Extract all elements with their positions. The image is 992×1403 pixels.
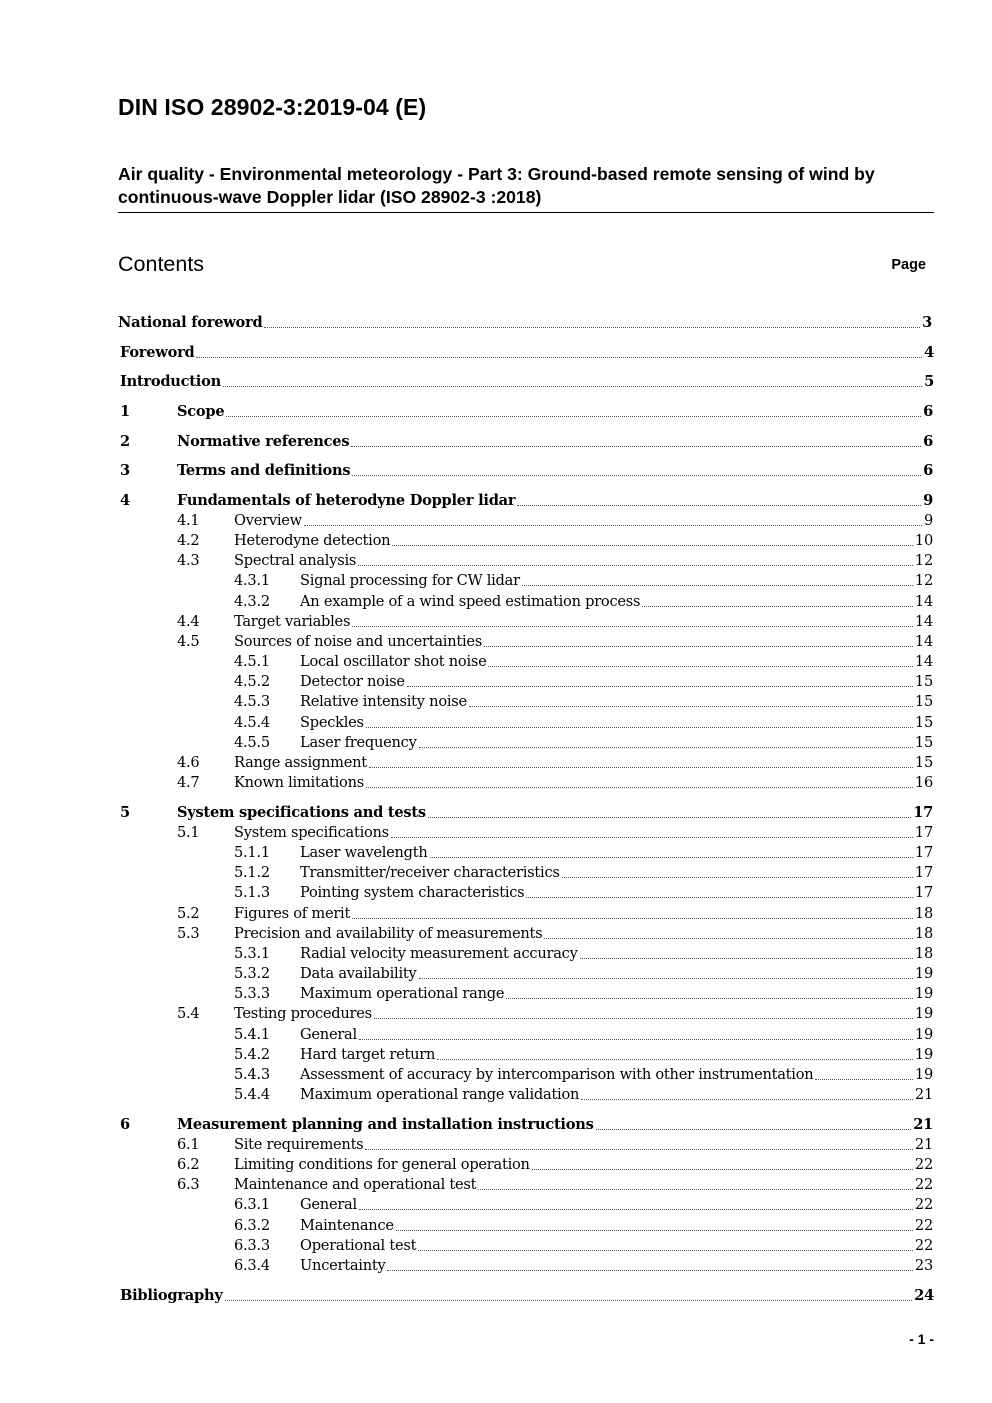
- toc-entry-page: 23: [914, 1257, 933, 1274]
- toc-entry-page: 15: [914, 714, 933, 731]
- toc-entry-page: 3: [922, 314, 932, 331]
- toc-entry-title: Measurement planning and installation instructions: [177, 1116, 594, 1133]
- toc-entry-row: [234, 1135, 933, 1155]
- toc-entry-row: [177, 491, 933, 511]
- toc-entry-number: 5.4: [177, 1005, 200, 1022]
- toc-entry-page: 19: [914, 985, 933, 1002]
- toc-entry-page: 18: [914, 945, 933, 962]
- toc-leader-dots: [407, 685, 913, 687]
- toc-leader-dots: [419, 746, 913, 748]
- toc-leader-dots: [396, 1229, 913, 1231]
- toc-entry-row: [234, 1004, 933, 1024]
- toc-entry-number: 3: [120, 462, 130, 479]
- toc-entry-page: 14: [914, 653, 933, 670]
- page-column-label: Page: [891, 257, 926, 273]
- toc-entry-page: 22: [914, 1237, 933, 1254]
- toc-entry[interactable]: [0, 592, 992, 612]
- toc-entry-number: 5: [120, 804, 130, 821]
- toc-entry-row: [300, 863, 933, 883]
- toc-entry-title: System specifications and tests: [177, 804, 426, 821]
- toc-entry-title: Known limitations: [234, 774, 364, 791]
- toc-entry-title: Operational test: [300, 1237, 417, 1254]
- toc-entry-title: Uncertainty: [300, 1257, 386, 1274]
- toc-entry-number: 5.3.2: [234, 965, 270, 982]
- toc-leader-dots: [484, 645, 913, 647]
- toc-leader-dots: [437, 1058, 913, 1060]
- toc-entry-number: 4.5.3: [234, 693, 270, 710]
- toc-entry[interactable]: [0, 883, 992, 903]
- toc-entry-title: Maximum operational range validation: [300, 1086, 580, 1103]
- toc-entry-row: [234, 551, 933, 571]
- toc-entry-number: 4.5.5: [234, 734, 270, 751]
- toc-entry[interactable]: [0, 511, 992, 531]
- toc-leader-dots: [430, 856, 913, 858]
- toc-entry-title: Range assignment: [234, 754, 367, 771]
- toc-entry-number: 5.4.4: [234, 1086, 270, 1103]
- toc-leader-dots: [223, 385, 922, 387]
- toc-entry-row: [300, 672, 933, 692]
- toc-entry[interactable]: [0, 1115, 992, 1135]
- toc-leader-dots: [352, 474, 921, 476]
- toc-entry[interactable]: [0, 753, 992, 773]
- toc-entry-number: 4.1: [177, 512, 200, 529]
- toc-entry-title: Laser frequency: [300, 734, 417, 751]
- toc-entry[interactable]: [0, 843, 992, 863]
- toc-entry-title: General: [300, 1026, 357, 1043]
- toc-entry-page: 12: [914, 572, 933, 589]
- toc-entry-row: [300, 1045, 933, 1065]
- toc-entry-number: 4.6: [177, 754, 200, 771]
- toc-entry[interactable]: [0, 1065, 992, 1085]
- toc-entry-row: [300, 964, 933, 984]
- toc-entry[interactable]: [0, 1216, 992, 1236]
- toc-entry-page: 9: [923, 512, 933, 529]
- toc-entry-page: 17: [914, 844, 933, 861]
- toc-entry-number: 4.2: [177, 532, 200, 549]
- toc-leader-dots: [815, 1078, 913, 1080]
- toc-leader-dots: [359, 1208, 913, 1210]
- toc-entry-row: [177, 402, 933, 422]
- toc-entry-page: 10: [914, 532, 933, 549]
- toc-entry[interactable]: [0, 692, 992, 712]
- toc-entry-title: Relative intensity noise: [300, 693, 467, 710]
- toc-entry-row: [234, 773, 933, 793]
- toc-leader-dots: [369, 766, 913, 768]
- toc-entry-title: Precision and availability of measurements: [234, 925, 543, 942]
- toc-leader-dots: [226, 415, 921, 417]
- toc-entry-row: [234, 1175, 933, 1195]
- toc-leader-dots: [581, 1098, 913, 1100]
- toc-leader-dots: [358, 564, 913, 566]
- toc-entry-page: 17: [914, 884, 933, 901]
- toc-entry-page: 14: [914, 613, 933, 630]
- toc-leader-dots: [478, 1188, 913, 1190]
- toc-entry-number: 5.1: [177, 824, 200, 841]
- toc-entry-number: 6.3: [177, 1176, 200, 1193]
- toc-entry[interactable]: [0, 531, 992, 551]
- toc-entry-page: 19: [914, 965, 933, 982]
- toc-entry-title: Target variables: [234, 613, 351, 630]
- toc-entry[interactable]: [0, 432, 992, 452]
- toc-entry-number: 5.1.3: [234, 884, 270, 901]
- toc-entry-page: 6: [923, 403, 933, 420]
- toc-entry-number: 6.3.3: [234, 1237, 270, 1254]
- toc-entry-page: 19: [914, 1046, 933, 1063]
- toc-entry-row: [300, 1256, 933, 1276]
- toc-leader-dots: [225, 1299, 913, 1301]
- toc-entry-page: 6: [923, 433, 933, 450]
- toc-leader-dots: [264, 326, 920, 328]
- toc-entry-row: [300, 1195, 933, 1215]
- toc-entry-title: Fundamentals of heterodyne Doppler lidar: [177, 492, 516, 509]
- toc-entry[interactable]: [0, 1155, 992, 1175]
- toc-entry-number: 4.7: [177, 774, 200, 791]
- toc-entry-title: An example of a wind speed estimation process: [300, 593, 641, 610]
- toc-entry-page: 14: [914, 633, 933, 650]
- toc-entry[interactable]: [0, 672, 992, 692]
- toc-entry[interactable]: [0, 402, 992, 422]
- toc-leader-dots: [387, 1269, 912, 1271]
- toc-entry-page: 19: [914, 1005, 933, 1022]
- toc-entry-page: 19: [914, 1066, 933, 1083]
- toc-entry[interactable]: [0, 863, 992, 883]
- toc-entry-page: 18: [914, 905, 933, 922]
- toc-entry-row: [300, 1025, 933, 1045]
- toc-entry-number: 4.3: [177, 552, 200, 569]
- toc-entry-number: 4.5.4: [234, 714, 270, 731]
- toc-entry[interactable]: [0, 313, 991, 333]
- toc-entry-row: [300, 571, 933, 591]
- toc-leader-dots: [359, 1038, 913, 1040]
- toc-entry-row: [234, 612, 933, 632]
- toc-entry-number: 5.4.3: [234, 1066, 270, 1083]
- toc-entry-title: Scope: [177, 403, 225, 420]
- toc-entry-row: [177, 803, 933, 823]
- toc-leader-dots: [374, 1017, 913, 1019]
- toc-entry-row: [234, 753, 933, 773]
- toc-entry-row: [234, 1155, 933, 1175]
- toc-entry-page: 6: [923, 462, 933, 479]
- contents-heading: Contents: [118, 252, 205, 276]
- toc-entry-row: [234, 531, 933, 551]
- toc-leader-dots: [469, 705, 913, 707]
- toc-entry-row: [300, 1216, 933, 1236]
- toc-entry[interactable]: [0, 1236, 992, 1256]
- toc-entry-number: 4.5.1: [234, 653, 270, 670]
- toc-entry-page: 22: [914, 1176, 933, 1193]
- toc-entry[interactable]: [0, 491, 992, 511]
- toc-entry-title: Data availability: [300, 965, 417, 982]
- toc-entry-title: Assessment of accuracy by intercomparison with other instrumentation: [300, 1066, 814, 1083]
- toc-entry-page: 18: [914, 925, 933, 942]
- toc-entry-row: [300, 592, 933, 612]
- toc-entry-row: [300, 652, 933, 672]
- toc-entry-number: 4.5.2: [234, 673, 270, 690]
- toc-entry-title: Transmitter/receiver characteristics: [300, 864, 560, 881]
- toc-entry-number: 6.1: [177, 1136, 200, 1153]
- toc-leader-dots: [352, 917, 913, 919]
- toc-entry[interactable]: [1, 343, 992, 363]
- toc-entry-number: 5.1.1: [234, 844, 270, 861]
- toc-entry[interactable]: [1, 1286, 992, 1306]
- toc-entry-title: Pointing system characteristics: [300, 884, 525, 901]
- toc-entry-title: Overview: [234, 512, 302, 529]
- toc-entry[interactable]: [0, 1175, 992, 1195]
- toc-entry-row: [300, 1065, 933, 1085]
- toc-entry-page: 21: [914, 1086, 933, 1103]
- toc-entry-number: 6.2: [177, 1156, 200, 1173]
- toc-entry-title: Signal processing for CW lidar: [300, 572, 520, 589]
- toc-entry-number: 4.4: [177, 613, 200, 630]
- toc-entry[interactable]: [0, 1195, 992, 1215]
- toc-entry-title: Maintenance and operational test: [234, 1176, 477, 1193]
- toc-entry[interactable]: [0, 1025, 992, 1045]
- toc-leader-dots: [596, 1128, 912, 1130]
- toc-leader-dots: [366, 726, 913, 728]
- toc-entry-row: [300, 984, 933, 1004]
- toc-entry[interactable]: [1, 372, 992, 392]
- toc-entry-page: 5: [924, 373, 934, 390]
- toc-entry[interactable]: [0, 904, 992, 924]
- toc-entry-title: Local oscillator shot noise: [300, 653, 487, 670]
- toc-entry-number: 1: [120, 403, 130, 420]
- toc-entry[interactable]: [0, 984, 992, 1004]
- toc-entry[interactable]: [0, 773, 992, 793]
- toc-entry-row: [300, 692, 933, 712]
- toc-entry-page: 15: [914, 673, 933, 690]
- toc-leader-dots: [642, 605, 913, 607]
- toc-entry-number: 5.3.1: [234, 945, 270, 962]
- toc-entry-row: [234, 632, 933, 652]
- toc-leader-dots: [506, 997, 913, 999]
- toc-entry-number: 5.1.2: [234, 864, 270, 881]
- toc-entry[interactable]: [0, 733, 992, 753]
- toc-leader-dots: [352, 625, 913, 627]
- toc-entry-page: 22: [914, 1196, 933, 1213]
- toc-entry-number: 5.4.1: [234, 1026, 270, 1043]
- toc-leader-dots: [522, 584, 913, 586]
- document-id: DIN ISO 28902-3:2019-04 (E): [118, 94, 427, 120]
- toc-entry-page: 16: [914, 774, 933, 791]
- toc-leader-dots: [196, 356, 922, 358]
- toc-entry-row: [300, 713, 933, 733]
- toc-entry[interactable]: [0, 1135, 992, 1155]
- toc-entry-title: Heterodyne detection: [234, 532, 391, 549]
- toc-entry-title: Site requirements: [234, 1136, 364, 1153]
- toc-leader-dots: [428, 816, 911, 818]
- toc-entry-row: [234, 511, 933, 531]
- toc-entry-number: 6.3.4: [234, 1257, 270, 1274]
- toc-entry-row: [234, 924, 933, 944]
- toc-entry-page: 19: [914, 1026, 933, 1043]
- toc-entry-title: Detector noise: [300, 673, 405, 690]
- toc-entry-page: 9: [923, 492, 933, 509]
- toc-entry-row: [300, 883, 933, 903]
- toc-entry-row: [234, 904, 933, 924]
- toc-leader-dots: [562, 876, 913, 878]
- toc-entry-title: Foreword: [120, 344, 195, 361]
- toc-entry-number: 5.2: [177, 905, 200, 922]
- toc-entry-row: [120, 372, 934, 392]
- toc-entry-page: 17: [914, 824, 933, 841]
- toc-entry[interactable]: [0, 944, 992, 964]
- toc-leader-dots: [392, 544, 913, 546]
- toc-leader-dots: [517, 504, 921, 506]
- toc-entry-title: General: [300, 1196, 357, 1213]
- toc-entry[interactable]: [0, 924, 992, 944]
- toc-entry-number: 4.5: [177, 633, 200, 650]
- toc-entry-page: 17: [914, 864, 933, 881]
- toc-entry[interactable]: [0, 571, 992, 591]
- toc-entry-title: Terms and definitions: [177, 462, 351, 479]
- toc-entry-row: [300, 1236, 933, 1256]
- toc-entry-title: National foreword: [118, 314, 263, 331]
- toc-entry-title: Bibliography: [120, 1287, 223, 1304]
- toc-entry-title: Spectral analysis: [234, 552, 357, 569]
- toc-entry-number: 5.4.2: [234, 1046, 270, 1063]
- toc-leader-dots: [351, 445, 921, 447]
- toc-entry-page: 17: [913, 804, 933, 821]
- toc-entry-page: 14: [914, 593, 933, 610]
- toc-entry-page: 15: [914, 693, 933, 710]
- toc-entry-row: [177, 432, 933, 452]
- toc-entry-row: [234, 823, 933, 843]
- toc-leader-dots: [544, 937, 913, 939]
- toc-entry-page: 22: [914, 1156, 933, 1173]
- page-number: - 1 -: [909, 1331, 934, 1347]
- toc-entry[interactable]: [0, 551, 992, 571]
- toc-entry-title: Sources of noise and uncertainties: [234, 633, 482, 650]
- toc-entry-title: Maintenance: [300, 1217, 394, 1234]
- toc-entry-page: 24: [914, 1287, 934, 1304]
- toc-entry-title: Testing procedures: [234, 1005, 372, 1022]
- toc-entry-title: Introduction: [120, 373, 221, 390]
- toc-leader-dots: [580, 957, 913, 959]
- toc-leader-dots: [526, 896, 913, 898]
- toc-leader-dots: [366, 786, 913, 788]
- toc-entry-number: 2: [120, 433, 130, 450]
- toc-entry-number: 6: [120, 1116, 130, 1133]
- toc-entry-number: 4.3.1: [234, 572, 270, 589]
- toc-leader-dots: [304, 524, 922, 526]
- toc-entry-row: [300, 944, 933, 964]
- toc-entry-title: Laser wavelength: [300, 844, 428, 861]
- toc-leader-dots: [391, 836, 913, 838]
- toc-leader-dots: [419, 977, 913, 979]
- toc-entry-row: [177, 1115, 933, 1135]
- toc-entry-row: [120, 1286, 934, 1306]
- toc-entry[interactable]: [0, 823, 992, 843]
- toc-entry[interactable]: [0, 1045, 992, 1065]
- toc-entry[interactable]: [0, 632, 992, 652]
- toc-entry-row: [300, 1085, 933, 1105]
- toc-entry[interactable]: [0, 964, 992, 984]
- toc-entry[interactable]: [0, 461, 992, 481]
- toc-entry[interactable]: [0, 652, 992, 672]
- toc-entry-page: 15: [914, 734, 933, 751]
- toc-entry-number: 6.3.2: [234, 1217, 270, 1234]
- toc-entry-title: Normative references: [177, 433, 350, 450]
- toc-entry-page: 4: [924, 344, 934, 361]
- toc-entry[interactable]: [0, 1256, 992, 1276]
- toc-entry[interactable]: [0, 803, 992, 823]
- toc-entry-row: [300, 843, 933, 863]
- toc-leader-dots: [488, 665, 912, 667]
- toc-entry[interactable]: [0, 1085, 992, 1105]
- toc-entry-row: [118, 313, 932, 333]
- toc-entry-title: Speckles: [300, 714, 364, 731]
- toc-entry[interactable]: [0, 612, 992, 632]
- toc-entry-page: 12: [914, 552, 933, 569]
- toc-entry-title: Radial velocity measurement accuracy: [300, 945, 578, 962]
- toc-leader-dots: [365, 1148, 913, 1150]
- toc-entry-number: 5.3: [177, 925, 200, 942]
- toc-entry-page: 21: [914, 1136, 933, 1153]
- toc-leader-dots: [418, 1249, 913, 1251]
- toc-entry-page: 21: [913, 1116, 933, 1133]
- toc-entry-row: [177, 461, 933, 481]
- toc-entry-title: Hard target return: [300, 1046, 436, 1063]
- toc-entry-title: Maximum operational range: [300, 985, 505, 1002]
- toc-entry-number: 5.3.3: [234, 985, 270, 1002]
- toc-entry-page: 22: [914, 1217, 933, 1234]
- toc-leader-dots: [532, 1168, 913, 1170]
- toc-entry[interactable]: [0, 1004, 992, 1024]
- toc-entry-title: Figures of merit: [234, 905, 351, 922]
- document-title: Air quality - Environmental meteorology - Part 3: Ground-based remote sensing of wind by continuous-wave Doppler lidar (ISO 28902-3 :2018): [118, 163, 934, 213]
- toc-entry[interactable]: [0, 713, 992, 733]
- toc-entry-page: 15: [914, 754, 933, 771]
- toc-entry-number: 4: [120, 492, 130, 509]
- toc-entry-title: System specifications: [234, 824, 389, 841]
- toc-entry-number: 4.3.2: [234, 593, 270, 610]
- toc-entry-number: 6.3.1: [234, 1196, 270, 1213]
- toc-entry-row: [300, 733, 933, 753]
- toc-entry-title: Limiting conditions for general operation: [234, 1156, 530, 1173]
- toc-entry-row: [120, 343, 934, 363]
